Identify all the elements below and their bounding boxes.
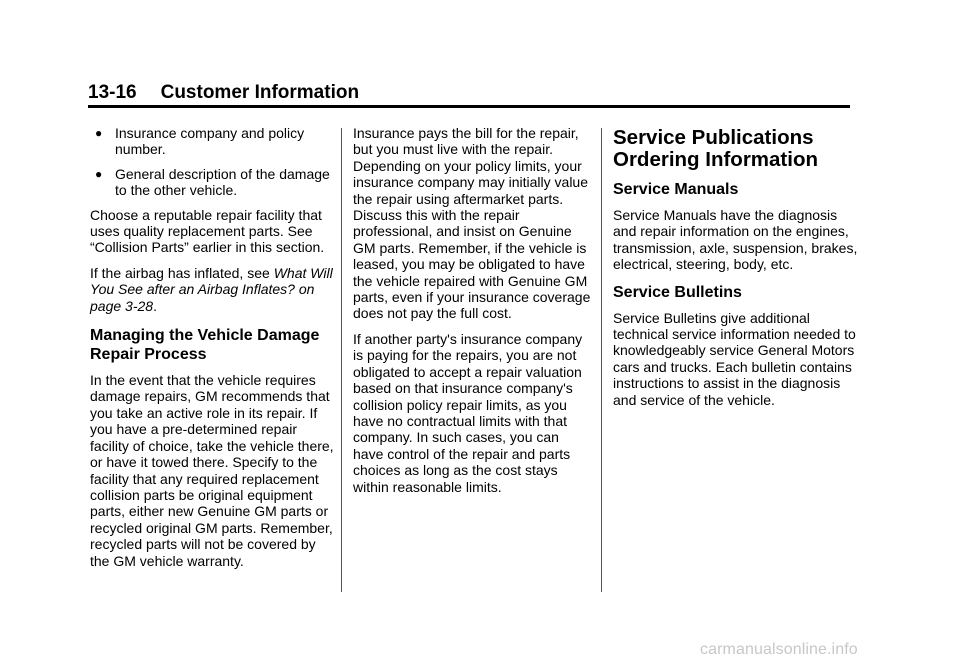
bullet-icon: ● [95, 166, 103, 181]
page-header [88, 82, 850, 108]
bullet-list [90, 125, 338, 199]
paragraph: Insurance pays the bill for the repair, but you must live with the repair. Depending on your policy limits, your insurance company may initially value the repair using aftermarket parts. Discuss this with the repair professional, and insist on Genuine GM parts. Remember, if the vehicle is leased, you may be obligated to have the vehicle repaired with Genuine GM parts, even if your insurance coverage does not pay the full cost. [353, 125, 591, 322]
column-divider [341, 128, 342, 592]
section-heading: Service Bulletins [613, 283, 742, 301]
section-title: Customer Information [160, 82, 360, 103]
bullet-icon: ● [95, 126, 103, 140]
page-number: 13-16 [88, 82, 137, 103]
main-heading: Service Publications Ordering Information [613, 126, 818, 171]
paragraph: Choose a reputable repair facility that uses quality replacement parts. See “Collision Parts” earlier in this section. [90, 206, 325, 256]
paragraph: Service Bulletins give additional technical service information needed to knowledgeably service General Motors cars and trucks. Each bulletin contains instructions to assist in the diagnosis and service of the vehicle. [613, 309, 856, 408]
section-heading: Managing the Vehicle Damage Repair Process [90, 327, 320, 364]
watermark: carmanualsonline.info [700, 641, 858, 658]
section-heading: Service Manuals [613, 181, 739, 198]
column-right [613, 125, 861, 417]
column-middle [353, 125, 593, 504]
list-item: ● Insurance company and policy number. [95, 125, 305, 158]
list-item: ● General description of the damage to the other vehicle. [95, 165, 330, 199]
paragraph: If another party's insurance company is paying for the repairs, you are not obligated to accept a repair valuation based on that insurance company's collision policy repair limits, as you have no contractual limits with that company. In such cases, you can have control of the repair and parts choices as long as the cost stays within reasonable limits. [353, 330, 583, 495]
cross-reference-link[interactable]: What Will You See after an Airbag Inflates? on page 3-28 [90, 264, 333, 314]
paragraph: If the airbag has inflated, see What Will You See after an Airbag Inflates? on page 3-28. [90, 264, 333, 314]
paragraph: Service Manuals have the diagnosis and repair information on the engines, transmission, axle, suspension, brakes, electrical, steering, body, etc. [613, 207, 858, 273]
column-divider [601, 128, 602, 592]
column-left [90, 125, 338, 578]
paragraph: In the event that the vehicle requires damage repairs, GM recommends that you take an active role in its repair. If you have a pre-determined repair facility of choice, take the vehicle there, or have it towed there. Specify to the facility that any required replacement collision parts be original equipment parts, either new Genuine GM parts or recycled original GM parts. Remember, recycled parts will not be covered by the GM vehicle warranty. [90, 372, 334, 569]
